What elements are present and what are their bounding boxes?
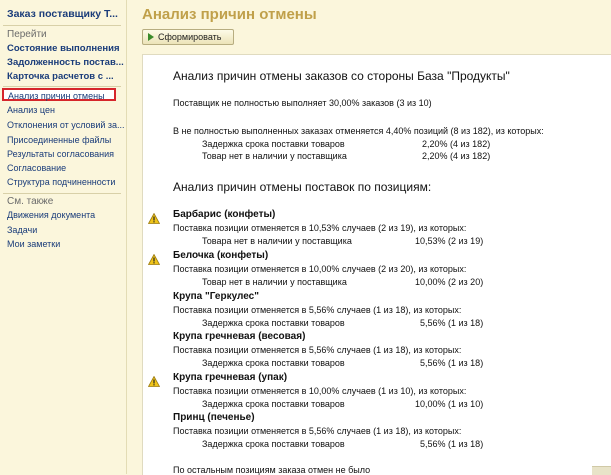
reason-value: 2,20% (4 из 182) [422, 139, 491, 149]
item-reason: Задержка срока поставки товаров [202, 399, 345, 409]
supplier-summary: Поставщик не полностью выполняет 30,00% заказов (3 из 10) [173, 98, 432, 108]
item-name: Белочка (конфеты) [173, 250, 269, 261]
reason-value: 2,20% (4 из 182) [422, 151, 491, 161]
item-value: 10,53% (2 из 19) [415, 236, 484, 246]
sidebar [0, 0, 127, 474]
item-name: Крупа гречневая (весовая) [173, 331, 306, 342]
divider [3, 25, 121, 26]
item-reason: Товара нет в наличии у поставщика [202, 236, 352, 246]
sidebar-link-notes[interactable]: Мои заметки [7, 239, 61, 249]
item-reason: Задержка срока поставки товаров [202, 439, 345, 449]
item-reason: Задержка срока поставки товаров [202, 318, 345, 328]
positions-heading: Анализ причин отмены поставок по позициям: [173, 180, 432, 194]
go-header: Перейти [7, 29, 47, 40]
divider [3, 193, 121, 194]
sidebar-link-debt[interactable]: Задолженность постав... [7, 57, 124, 68]
sidebar-link-cancel-analysis[interactable]: Анализ причин отмены [2, 88, 116, 101]
item-line: Поставка позиции отменяется в 5,56% случаев (1 из 18), из которых: [173, 345, 462, 355]
sidebar-link-approval[interactable]: Согласование [7, 163, 67, 173]
main-area [127, 0, 611, 474]
item-name: Барбарис (конфеты) [173, 209, 276, 220]
item-name: Крупа "Геркулес" [173, 291, 259, 302]
item-value: 5,56% (1 из 18) [420, 358, 484, 368]
item-line: Поставка позиции отменяется в 10,53% случаев (2 из 19), из которых: [173, 223, 467, 233]
item-name: Принц (печенье) [173, 412, 255, 423]
warning-icon [148, 213, 160, 224]
report-footer: По остальным позициям заказа отмен не было [173, 465, 371, 475]
item-value: 5,56% (1 из 18) [420, 318, 484, 328]
report-document [142, 54, 611, 475]
warning-icon [148, 376, 160, 387]
generate-button[interactable] [142, 29, 234, 45]
generate-button-label: Сформировать [158, 32, 222, 42]
sidebar-link-card[interactable]: Карточка расчетов с ... [7, 71, 114, 82]
item-line: Поставка позиции отменяется в 5,56% случаев (1 из 18), из которых: [173, 426, 462, 436]
sidebar-link-approval-results[interactable]: Результаты согласования [7, 149, 115, 159]
warning-icon [148, 254, 160, 265]
item-reason: Задержка срока поставки товаров [202, 358, 345, 368]
play-icon [148, 33, 154, 41]
reason-label: Задержка срока поставки товаров [202, 139, 345, 149]
item-reason: Товар нет в наличии у поставщика [202, 277, 347, 287]
item-name: Крупа гречневая (упак) [173, 372, 288, 383]
sidebar-link-status[interactable]: Состояние выполнения [7, 43, 120, 54]
item-line: Поставка позиции отменяется в 5,56% случаев (1 из 18), из которых: [173, 305, 462, 315]
item-value: 5,56% (1 из 18) [420, 439, 484, 449]
sidebar-link-deviations[interactable]: Отклонения от условий за... [7, 120, 125, 130]
sidebar-link-price-analysis[interactable]: Анализ цен [7, 105, 55, 115]
sidebar-link-tasks[interactable]: Задачи [7, 225, 38, 235]
sidebar-link-movements[interactable]: Движения документа [7, 210, 96, 220]
partial-summary: В не полностью выполненных заказах отменяется 4,40% позиций (8 из 182), из которых: [173, 126, 544, 136]
divider [3, 86, 121, 87]
item-line: Поставка позиции отменяется в 10,00% случаев (2 из 20), из которых: [173, 264, 467, 274]
item-line: Поставка позиции отменяется в 10,00% случаев (1 из 10), из которых: [173, 386, 467, 396]
report-heading: Анализ причин отмены заказов со стороны База "Продукты" [173, 69, 510, 83]
reason-label: Товар нет в наличии у поставщика [202, 151, 347, 161]
sidebar-link-files[interactable]: Присоединенные файлы [7, 135, 112, 145]
see-also-header: См. также [7, 196, 54, 207]
page-title: Анализ причин отмены [142, 6, 317, 23]
item-value: 10,00% (2 из 20) [415, 277, 484, 287]
sidebar-link-structure[interactable]: Структура подчиненности [7, 177, 116, 187]
item-value: 10,00% (1 из 10) [415, 399, 484, 409]
sidebar-title[interactable]: Заказ поставщику Т... [7, 8, 118, 20]
